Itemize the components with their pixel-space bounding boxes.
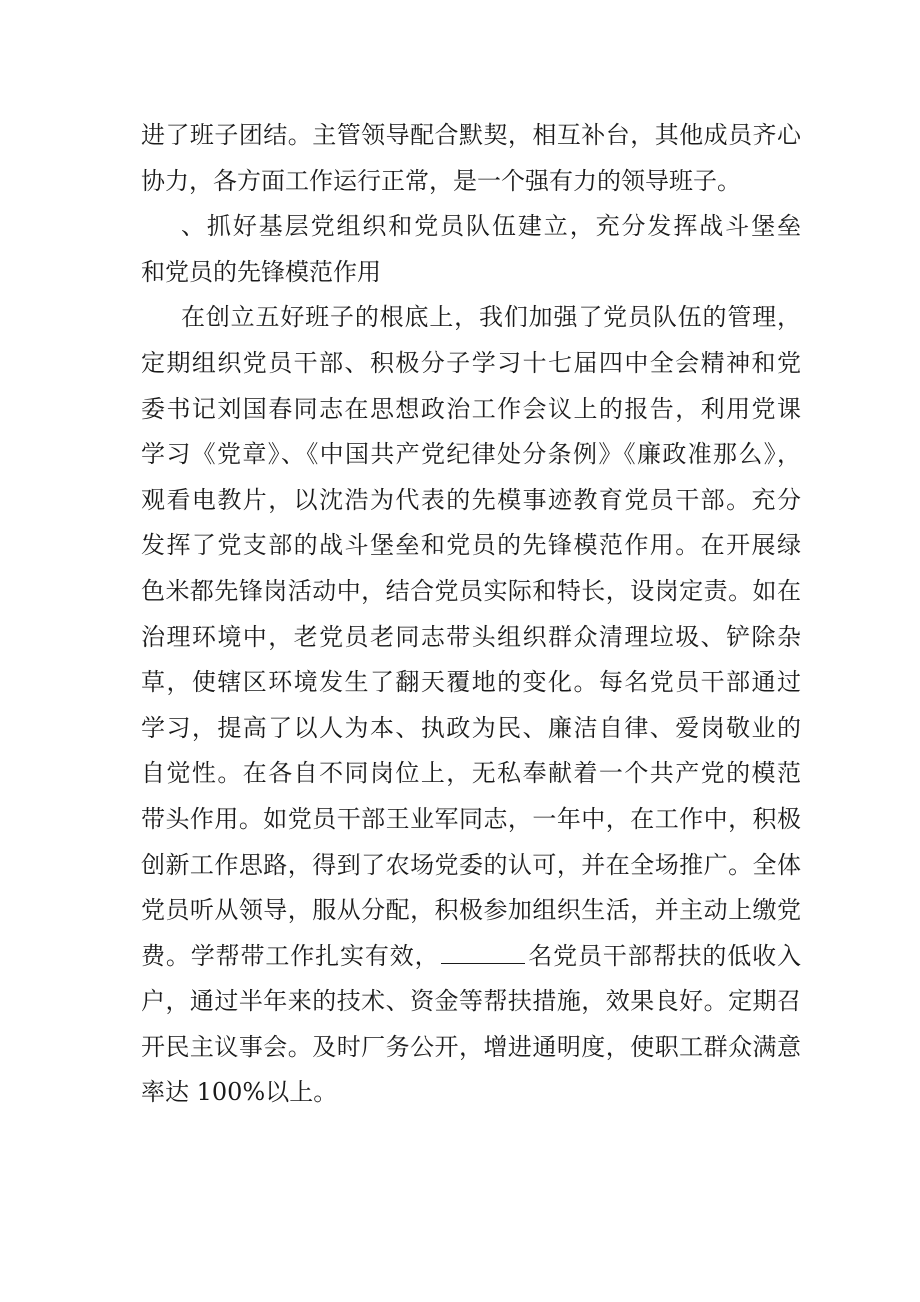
fill-in-blank bbox=[441, 943, 525, 964]
blank-line-before-text: 费。学帮带工作扎实有效， bbox=[141, 941, 440, 970]
text-line: 带头作用。如党员干部王业军同志，一年中，在工作中，积极 bbox=[141, 804, 801, 833]
text-line: 学习《党章》、《中国共产党纪律处分条例》《廉政准那么》， bbox=[141, 440, 801, 469]
document-body bbox=[141, 113, 801, 1116]
text-line: 率达 100%以上。 bbox=[141, 1078, 338, 1107]
text-line: 治理环境中，老党员老同志带头组织群众清理垃圾、铲除杂 bbox=[141, 622, 801, 651]
blank-line-after-text: 名党员干部帮扶的低收入 bbox=[527, 941, 801, 970]
text-line-with-blank bbox=[141, 934, 801, 980]
text-line: 户，通过半年来的技术、资金等帮扶措施，效果良好。定期召 bbox=[141, 987, 801, 1016]
text-line: 党员听从领导，服从分配，积极参加组织生活，并主动上缴党 bbox=[141, 896, 801, 925]
text-line: 定期组织党员干部、积极分子学习十七届四中全会精神和党 bbox=[141, 348, 801, 377]
text-line: 自觉性。在各自不同岗位上，无私奉献着一个共产党的模范 bbox=[141, 759, 801, 788]
text-line: 委书记刘国春同志在思想政治工作会议上的报告，利用党课 bbox=[141, 394, 801, 423]
text-line: 协力，各方面工作运行正常，是一个强有力的领导班子。 bbox=[141, 166, 741, 195]
section-heading-line: 、抓好基层党组织和党员队伍建立，充分发挥战斗堡垒 bbox=[181, 212, 801, 241]
text-line: 在创立五好班子的根底上，我们加强了党员队伍的管理， bbox=[181, 303, 801, 332]
text-line: 学习，提高了以人为本、执政为民、廉洁自律、爱岗敬业的 bbox=[141, 713, 801, 742]
text-line: 发挥了党支部的战斗堡垒和党员的先锋模范作用。在开展绿 bbox=[141, 531, 801, 560]
section-heading-line: 和党员的先锋模范作用 bbox=[141, 257, 381, 286]
text-line: 进了班子团结。主管领导配合默契，相互补台，其他成员齐心 bbox=[141, 121, 801, 149]
text-line: 开民主议事会。及时厂务公开，增进通明度，使职工群众满意 bbox=[141, 1032, 801, 1061]
text-line: 观看电教片，以沈浩为代表的先模事迹教育党员干部。充分 bbox=[141, 485, 801, 514]
text-line: 色米都先锋岗活动中，结合党员实际和特长，设岗定责。如在 bbox=[141, 576, 801, 605]
text-line: 草，使辖区环境发生了翻天覆地的变化。每名党员干部通过 bbox=[141, 668, 801, 697]
text-line: 创新工作思路，得到了农场党委的认可，并在全场推广。全体 bbox=[141, 850, 801, 879]
